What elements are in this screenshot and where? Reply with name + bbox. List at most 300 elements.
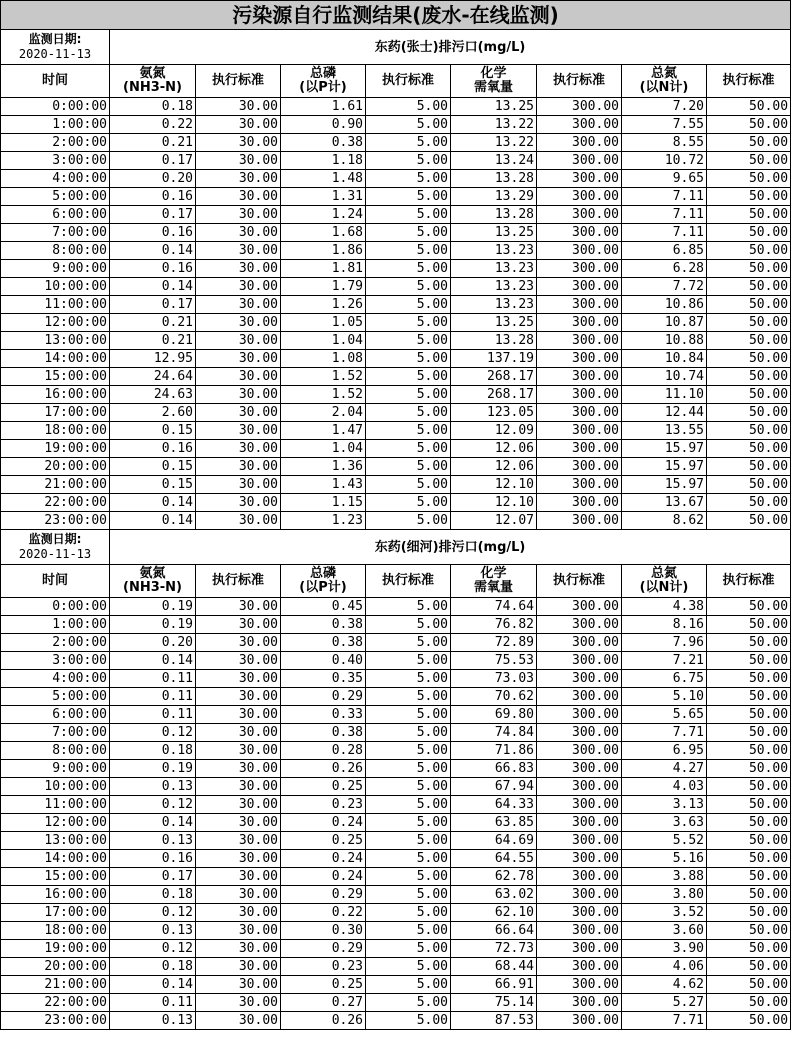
phosphorus-standard-cell: 5.00 [366, 670, 451, 688]
time-cell: 15:00:00 [1, 368, 110, 386]
ammonia-nitrogen-cell: 0.15 [110, 458, 196, 476]
nitrogen-standard-cell: 50.00 [707, 670, 791, 688]
time-cell: 10:00:00 [1, 278, 110, 296]
total-phosphorus-cell: 1.31 [281, 188, 366, 206]
time-cell: 7:00:00 [1, 724, 110, 742]
table-row [1, 868, 791, 886]
cod-standard-cell: 300.00 [537, 706, 622, 724]
table-row [1, 278, 791, 296]
nitrogen-standard-cell: 50.00 [707, 724, 791, 742]
header-cod [451, 565, 537, 598]
total-phosphorus-cell: 0.38 [281, 724, 366, 742]
time-cell: 6:00:00 [1, 206, 110, 224]
total-nitrogen-cell: 8.16 [622, 616, 707, 634]
header-ammonia-nitrogen-line-1: 氨氮 [139, 566, 166, 581]
ammonia-standard-cell: 30.00 [196, 796, 281, 814]
phosphorus-standard-cell: 5.00 [366, 386, 451, 404]
ammonia-nitrogen-cell: 0.21 [110, 134, 196, 152]
total-nitrogen-cell: 7.11 [622, 188, 707, 206]
ammonia-nitrogen-cell: 0.16 [110, 224, 196, 242]
table-row [1, 404, 791, 422]
total-nitrogen-cell: 11.10 [622, 386, 707, 404]
cod-standard-cell: 300.00 [537, 886, 622, 904]
nitrogen-standard-cell: 50.00 [707, 886, 791, 904]
header-standard: 执行标准 [707, 565, 791, 598]
table-row [1, 296, 791, 314]
time-cell: 22:00:00 [1, 494, 110, 512]
nitrogen-standard-cell: 50.00 [707, 688, 791, 706]
header-standard: 执行标准 [537, 65, 622, 98]
ammonia-standard-cell: 30.00 [196, 868, 281, 886]
table-row [1, 760, 791, 778]
ammonia-nitrogen-cell: 0.16 [110, 440, 196, 458]
total-nitrogen-cell: 15.97 [622, 476, 707, 494]
ammonia-nitrogen-cell: 0.17 [110, 152, 196, 170]
cod-cell: 13.25 [451, 314, 537, 332]
cod-cell: 12.07 [451, 512, 537, 530]
table-row [1, 688, 791, 706]
ammonia-nitrogen-cell: 12.95 [110, 350, 196, 368]
total-nitrogen-cell: 7.55 [622, 116, 707, 134]
ammonia-standard-cell: 30.00 [196, 404, 281, 422]
phosphorus-standard-cell: 5.00 [366, 994, 451, 1012]
cod-standard-cell: 300.00 [537, 814, 622, 832]
cod-standard-cell: 300.00 [537, 188, 622, 206]
cod-cell: 13.22 [451, 116, 537, 134]
phosphorus-standard-cell: 5.00 [366, 458, 451, 476]
ammonia-standard-cell: 30.00 [196, 994, 281, 1012]
cod-standard-cell: 300.00 [537, 1012, 622, 1030]
cod-cell: 87.53 [451, 1012, 537, 1030]
nitrogen-standard-cell: 50.00 [707, 796, 791, 814]
total-nitrogen-cell: 15.97 [622, 440, 707, 458]
nitrogen-standard-cell: 50.00 [707, 512, 791, 530]
cod-standard-cell: 300.00 [537, 350, 622, 368]
table-row [1, 958, 791, 976]
monitoring-date-cell [1, 30, 110, 65]
nitrogen-standard-cell: 50.00 [707, 494, 791, 512]
total-nitrogen-cell: 10.88 [622, 332, 707, 350]
phosphorus-standard-cell: 5.00 [366, 832, 451, 850]
nitrogen-standard-cell: 50.00 [707, 404, 791, 422]
cod-standard-cell: 300.00 [537, 688, 622, 706]
ammonia-standard-cell: 30.00 [196, 260, 281, 278]
nitrogen-standard-cell: 50.00 [707, 350, 791, 368]
total-nitrogen-cell: 3.88 [622, 868, 707, 886]
phosphorus-standard-cell: 5.00 [366, 616, 451, 634]
nitrogen-standard-cell: 50.00 [707, 440, 791, 458]
total-nitrogen-cell: 12.44 [622, 404, 707, 422]
time-cell: 20:00:00 [1, 958, 110, 976]
total-phosphorus-cell: 0.33 [281, 706, 366, 724]
ammonia-nitrogen-cell: 0.14 [110, 278, 196, 296]
phosphorus-standard-cell: 5.00 [366, 652, 451, 670]
table-row [1, 796, 791, 814]
ammonia-standard-cell: 30.00 [196, 832, 281, 850]
total-nitrogen-cell: 3.13 [622, 796, 707, 814]
ammonia-standard-cell: 30.00 [196, 278, 281, 296]
time-cell: 14:00:00 [1, 850, 110, 868]
ammonia-standard-cell: 30.00 [196, 814, 281, 832]
cod-standard-cell: 300.00 [537, 796, 622, 814]
cod-standard-cell: 300.00 [537, 260, 622, 278]
header-total-phosphorus-line-1: 总磷 [309, 566, 336, 581]
cod-standard-cell: 300.00 [537, 440, 622, 458]
header-cod-line-2: 需氧量 [473, 580, 513, 595]
table-row [1, 814, 791, 832]
ammonia-standard-cell: 30.00 [196, 224, 281, 242]
ammonia-standard-cell: 30.00 [196, 386, 281, 404]
nitrogen-standard-cell: 50.00 [707, 98, 791, 116]
monitoring-date-value: 2020-11-13 [18, 547, 92, 561]
cod-cell: 64.55 [451, 850, 537, 868]
cod-cell: 13.25 [451, 224, 537, 242]
cod-standard-cell: 300.00 [537, 760, 622, 778]
cod-standard-cell: 300.00 [537, 850, 622, 868]
cod-cell: 72.73 [451, 940, 537, 958]
total-phosphorus-cell: 2.04 [281, 404, 366, 422]
nitrogen-standard-cell: 50.00 [707, 850, 791, 868]
ammonia-standard-cell: 30.00 [196, 188, 281, 206]
header-total-nitrogen-line-2: (以N计) [639, 80, 689, 95]
ammonia-standard-cell: 30.00 [196, 494, 281, 512]
table-row [1, 98, 791, 116]
ammonia-standard-cell: 30.00 [196, 670, 281, 688]
phosphorus-standard-cell: 5.00 [366, 850, 451, 868]
time-cell: 21:00:00 [1, 476, 110, 494]
phosphorus-standard-cell: 5.00 [366, 940, 451, 958]
total-nitrogen-cell: 4.62 [622, 976, 707, 994]
total-nitrogen-cell: 6.85 [622, 242, 707, 260]
total-nitrogen-cell: 7.96 [622, 634, 707, 652]
cod-standard-cell: 300.00 [537, 634, 622, 652]
cod-cell: 76.82 [451, 616, 537, 634]
nitrogen-standard-cell: 50.00 [707, 598, 791, 616]
header-standard: 执行标准 [196, 65, 281, 98]
phosphorus-standard-cell: 5.00 [366, 260, 451, 278]
cod-cell: 66.91 [451, 976, 537, 994]
nitrogen-standard-cell: 50.00 [707, 742, 791, 760]
total-nitrogen-cell: 3.60 [622, 922, 707, 940]
header-ammonia-nitrogen [110, 565, 196, 598]
table-row [1, 832, 791, 850]
cod-cell: 13.23 [451, 260, 537, 278]
ammonia-nitrogen-cell: 0.13 [110, 922, 196, 940]
cod-standard-cell: 300.00 [537, 778, 622, 796]
cod-standard-cell: 300.00 [537, 940, 622, 958]
phosphorus-standard-cell: 5.00 [366, 778, 451, 796]
total-phosphorus-cell: 0.28 [281, 742, 366, 760]
total-phosphorus-cell: 0.24 [281, 814, 366, 832]
nitrogen-standard-cell: 50.00 [707, 652, 791, 670]
ammonia-nitrogen-cell: 0.11 [110, 994, 196, 1012]
ammonia-standard-cell: 30.00 [196, 760, 281, 778]
phosphorus-standard-cell: 5.00 [366, 224, 451, 242]
cod-cell: 12.06 [451, 440, 537, 458]
total-nitrogen-cell: 13.55 [622, 422, 707, 440]
phosphorus-standard-cell: 5.00 [366, 598, 451, 616]
header-total-phosphorus-line-1: 总磷 [309, 66, 336, 81]
total-nitrogen-cell: 4.38 [622, 598, 707, 616]
ammonia-nitrogen-cell: 0.11 [110, 688, 196, 706]
total-phosphorus-cell: 1.68 [281, 224, 366, 242]
ammonia-nitrogen-cell: 0.18 [110, 886, 196, 904]
nitrogen-standard-cell: 50.00 [707, 332, 791, 350]
phosphorus-standard-cell: 5.00 [366, 188, 451, 206]
header-cod-line-1: 化学 [480, 566, 507, 581]
nitrogen-standard-cell: 50.00 [707, 260, 791, 278]
ammonia-standard-cell: 30.00 [196, 170, 281, 188]
cod-cell: 62.10 [451, 904, 537, 922]
cod-cell: 13.22 [451, 134, 537, 152]
nitrogen-standard-cell: 50.00 [707, 152, 791, 170]
total-phosphorus-cell: 1.18 [281, 152, 366, 170]
ammonia-standard-cell: 30.00 [196, 940, 281, 958]
table-row [1, 652, 791, 670]
cod-standard-cell: 300.00 [537, 958, 622, 976]
ammonia-nitrogen-cell: 0.13 [110, 778, 196, 796]
sheet-title: 污染源自行监测结果(废水-在线监测) [1, 1, 791, 30]
outlet-title: 东药(张士)排污口(mg/L) [110, 30, 791, 65]
cod-standard-cell: 300.00 [537, 278, 622, 296]
ammonia-standard-cell: 30.00 [196, 598, 281, 616]
header-standard: 执行标准 [366, 565, 451, 598]
ammonia-nitrogen-cell: 0.14 [110, 814, 196, 832]
table-row [1, 188, 791, 206]
cod-cell: 75.53 [451, 652, 537, 670]
table-row [1, 386, 791, 404]
phosphorus-standard-cell: 5.00 [366, 904, 451, 922]
ammonia-nitrogen-cell: 0.15 [110, 476, 196, 494]
total-phosphorus-cell: 0.40 [281, 652, 366, 670]
cod-standard-cell: 300.00 [537, 170, 622, 188]
cod-cell: 123.05 [451, 404, 537, 422]
table-row [1, 850, 791, 868]
total-nitrogen-cell: 5.52 [622, 832, 707, 850]
header-standard: 执行标准 [196, 565, 281, 598]
phosphorus-standard-cell: 5.00 [366, 422, 451, 440]
cod-cell: 75.14 [451, 994, 537, 1012]
cod-standard-cell: 300.00 [537, 742, 622, 760]
nitrogen-standard-cell: 50.00 [707, 904, 791, 922]
ammonia-standard-cell: 30.00 [196, 616, 281, 634]
ammonia-standard-cell: 30.00 [196, 634, 281, 652]
time-cell: 17:00:00 [1, 904, 110, 922]
ammonia-standard-cell: 30.00 [196, 706, 281, 724]
ammonia-standard-cell: 30.00 [196, 332, 281, 350]
nitrogen-standard-cell: 50.00 [707, 760, 791, 778]
cod-standard-cell: 300.00 [537, 332, 622, 350]
cod-standard-cell: 300.00 [537, 386, 622, 404]
total-phosphorus-cell: 0.38 [281, 134, 366, 152]
sheet-body [1, 1, 791, 1030]
ammonia-standard-cell: 30.00 [196, 296, 281, 314]
header-total-nitrogen-line-1: 总氮 [650, 66, 677, 81]
time-cell: 4:00:00 [1, 670, 110, 688]
cod-standard-cell: 300.00 [537, 98, 622, 116]
total-phosphorus-cell: 0.25 [281, 832, 366, 850]
phosphorus-standard-cell: 5.00 [366, 98, 451, 116]
total-nitrogen-cell: 5.16 [622, 850, 707, 868]
cod-cell: 73.03 [451, 670, 537, 688]
phosphorus-standard-cell: 5.00 [366, 440, 451, 458]
table-row [1, 368, 791, 386]
time-cell: 18:00:00 [1, 922, 110, 940]
cod-cell: 268.17 [451, 368, 537, 386]
table-row [1, 706, 791, 724]
ammonia-nitrogen-cell: 0.19 [110, 598, 196, 616]
header-total-phosphorus-line-2: (以P计) [299, 580, 347, 595]
nitrogen-standard-cell: 50.00 [707, 368, 791, 386]
nitrogen-standard-cell: 50.00 [707, 206, 791, 224]
cod-standard-cell: 300.00 [537, 976, 622, 994]
phosphorus-standard-cell: 5.00 [366, 512, 451, 530]
nitrogen-standard-cell: 50.00 [707, 296, 791, 314]
cod-standard-cell: 300.00 [537, 152, 622, 170]
cod-standard-cell: 300.00 [537, 476, 622, 494]
cod-cell: 68.44 [451, 958, 537, 976]
table-row [1, 634, 791, 652]
table-row [1, 994, 791, 1012]
nitrogen-standard-cell: 50.00 [707, 1012, 791, 1030]
table-row [1, 922, 791, 940]
phosphorus-standard-cell: 5.00 [366, 1012, 451, 1030]
table-row [1, 598, 791, 616]
nitrogen-standard-cell: 50.00 [707, 242, 791, 260]
ammonia-nitrogen-cell: 0.20 [110, 170, 196, 188]
cod-cell: 137.19 [451, 350, 537, 368]
ammonia-nitrogen-cell: 0.18 [110, 98, 196, 116]
total-nitrogen-cell: 10.86 [622, 296, 707, 314]
total-nitrogen-cell: 4.03 [622, 778, 707, 796]
total-phosphorus-cell: 0.24 [281, 850, 366, 868]
total-phosphorus-cell: 1.04 [281, 332, 366, 350]
cod-standard-cell: 300.00 [537, 494, 622, 512]
phosphorus-standard-cell: 5.00 [366, 724, 451, 742]
ammonia-standard-cell: 30.00 [196, 652, 281, 670]
time-cell: 23:00:00 [1, 512, 110, 530]
total-phosphorus-cell: 0.26 [281, 760, 366, 778]
cod-cell: 64.33 [451, 796, 537, 814]
total-phosphorus-cell: 0.35 [281, 670, 366, 688]
total-phosphorus-cell: 0.29 [281, 886, 366, 904]
header-total-nitrogen [622, 65, 707, 98]
time-cell: 17:00:00 [1, 404, 110, 422]
nitrogen-standard-cell: 50.00 [707, 706, 791, 724]
nitrogen-standard-cell: 50.00 [707, 188, 791, 206]
total-phosphorus-cell: 1.81 [281, 260, 366, 278]
ammonia-standard-cell: 30.00 [196, 778, 281, 796]
cod-cell: 13.29 [451, 188, 537, 206]
ammonia-standard-cell: 30.00 [196, 922, 281, 940]
phosphorus-standard-cell: 5.00 [366, 116, 451, 134]
time-cell: 0:00:00 [1, 98, 110, 116]
phosphorus-standard-cell: 5.00 [366, 868, 451, 886]
cod-cell: 13.23 [451, 242, 537, 260]
ammonia-standard-cell: 30.00 [196, 512, 281, 530]
cod-cell: 268.17 [451, 386, 537, 404]
ammonia-nitrogen-cell: 0.17 [110, 868, 196, 886]
nitrogen-standard-cell: 50.00 [707, 314, 791, 332]
table-row [1, 116, 791, 134]
cod-cell: 74.64 [451, 598, 537, 616]
cod-cell: 74.84 [451, 724, 537, 742]
ammonia-nitrogen-cell: 0.20 [110, 634, 196, 652]
header-time: 时间 [1, 565, 110, 598]
header-total-phosphorus-line-2: (以P计) [299, 80, 347, 95]
cod-cell: 13.25 [451, 98, 537, 116]
total-nitrogen-cell: 7.21 [622, 652, 707, 670]
time-cell: 18:00:00 [1, 422, 110, 440]
total-nitrogen-cell: 8.62 [622, 512, 707, 530]
ammonia-nitrogen-cell: 0.11 [110, 706, 196, 724]
phosphorus-standard-cell: 5.00 [366, 134, 451, 152]
header-ammonia-nitrogen-line-1: 氨氮 [139, 66, 166, 81]
phosphorus-standard-cell: 5.00 [366, 350, 451, 368]
phosphorus-standard-cell: 5.00 [366, 314, 451, 332]
time-cell: 2:00:00 [1, 634, 110, 652]
phosphorus-standard-cell: 5.00 [366, 976, 451, 994]
cod-standard-cell: 300.00 [537, 868, 622, 886]
phosphorus-standard-cell: 5.00 [366, 886, 451, 904]
time-cell: 1:00:00 [1, 616, 110, 634]
cod-standard-cell: 300.00 [537, 224, 622, 242]
nitrogen-standard-cell: 50.00 [707, 278, 791, 296]
table-row [1, 670, 791, 688]
ammonia-standard-cell: 30.00 [196, 458, 281, 476]
table-row [1, 494, 791, 512]
cod-standard-cell: 300.00 [537, 598, 622, 616]
total-phosphorus-cell: 1.08 [281, 350, 366, 368]
table-row [1, 476, 791, 494]
ammonia-nitrogen-cell: 2.60 [110, 404, 196, 422]
total-phosphorus-cell: 0.38 [281, 634, 366, 652]
nitrogen-standard-cell: 50.00 [707, 814, 791, 832]
title-row [1, 1, 791, 30]
cod-standard-cell: 300.00 [537, 134, 622, 152]
header-standard: 执行标准 [366, 65, 451, 98]
ammonia-standard-cell: 30.00 [196, 850, 281, 868]
total-phosphorus-cell: 0.25 [281, 976, 366, 994]
total-phosphorus-cell: 1.79 [281, 278, 366, 296]
table-row [1, 260, 791, 278]
header-ammonia-nitrogen-line-2: (NH3-N) [123, 80, 182, 95]
cod-cell: 13.28 [451, 206, 537, 224]
total-phosphorus-cell: 1.48 [281, 170, 366, 188]
total-nitrogen-cell: 10.72 [622, 152, 707, 170]
nitrogen-standard-cell: 50.00 [707, 616, 791, 634]
ammonia-standard-cell: 30.00 [196, 242, 281, 260]
time-cell: 12:00:00 [1, 314, 110, 332]
header-cod-line-2: 需氧量 [473, 80, 513, 95]
total-nitrogen-cell: 6.75 [622, 670, 707, 688]
header-ammonia-nitrogen [110, 65, 196, 98]
phosphorus-standard-cell: 5.00 [366, 170, 451, 188]
table-row [1, 742, 791, 760]
total-nitrogen-cell: 10.87 [622, 314, 707, 332]
table-row [1, 1012, 791, 1030]
table-row [1, 976, 791, 994]
ammonia-nitrogen-cell: 0.17 [110, 296, 196, 314]
time-cell: 11:00:00 [1, 296, 110, 314]
cod-standard-cell: 300.00 [537, 832, 622, 850]
nitrogen-standard-cell: 50.00 [707, 458, 791, 476]
nitrogen-standard-cell: 50.00 [707, 778, 791, 796]
nitrogen-standard-cell: 50.00 [707, 958, 791, 976]
table-row [1, 778, 791, 796]
nitrogen-standard-cell: 50.00 [707, 634, 791, 652]
total-phosphorus-cell: 0.30 [281, 922, 366, 940]
